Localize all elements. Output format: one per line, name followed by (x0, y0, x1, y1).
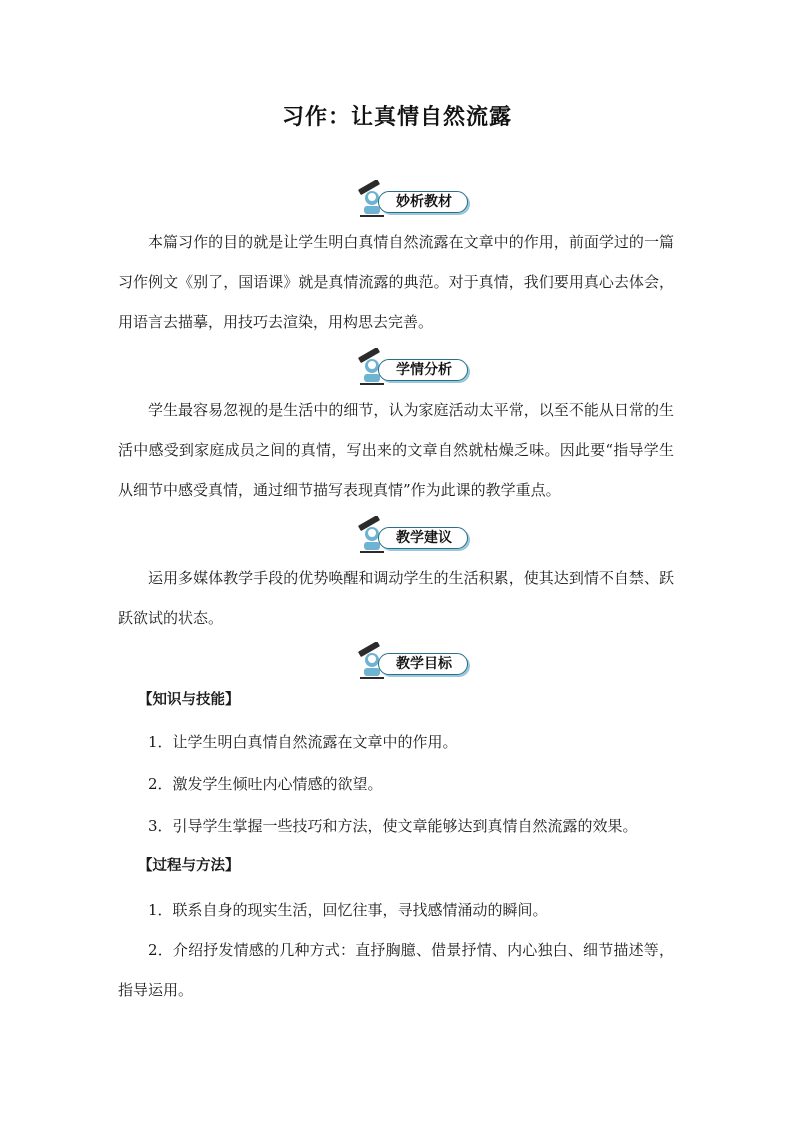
section-heading-text: 学情分析 (396, 362, 452, 378)
document-title: 习作：让真情自然流露 (281, 105, 512, 130)
objectives-subheading-knowledge: 【知识与技能】 (138, 692, 240, 708)
objective-item: 2．介绍抒发情感的几种方式：直抒胸臆、借景抒情、内心独白、细节描述等，指导运用。 (118, 941, 674, 999)
objective-item: 3．引导学生掌握一些技巧和方法，使文章能够达到真情自然流露的效果。 (148, 817, 638, 835)
section-paragraph: 运用多媒体教学手段的优势唤醒和调动学生的生活积累，使其达到情不自禁、跃跃欲试的状态。 (118, 569, 674, 627)
section-paragraph: 本篇习作的目的就是让学生明白真情自然流露在文章中的作用，前面学过的一篇习作例文《别了，国语课》就是真情流露的典范。对于真情，我们要用真心去体会，用语言去描摹，用技巧去渲染，用构思去完善。 (118, 233, 674, 331)
objective-item: 1．让学生明白真情自然流露在文章中的作用。 (148, 733, 458, 751)
section-heading-suggestions (352, 516, 470, 556)
section-heading-materials (352, 180, 470, 220)
objective-item: 2．激发学生倾吐内心情感的欲望。 (148, 775, 383, 793)
section-heading-text: 教学目标 (396, 656, 452, 672)
objectives-subheading-process: 【过程与方法】 (138, 858, 240, 874)
section-heading-text: 教学建议 (396, 530, 452, 546)
objective-item: 1．联系自身的现实生活，回忆往事，寻找感情涌动的瞬间。 (148, 901, 548, 919)
section-paragraph: 学生最容易忽视的是生活中的细节，认为家庭活动太平常，以至不能从日常的生活中感受到家庭成员之间的真情，写出来的文章自然就枯燥乏味。因此要“指导学生从细节中感受真情，通过细节描写表现真情”作为此课的教学重点。 (118, 401, 674, 499)
section-heading-analysis (352, 348, 470, 388)
section-heading-objectives (352, 642, 470, 682)
section-heading-text: 妙析教材 (396, 194, 452, 210)
